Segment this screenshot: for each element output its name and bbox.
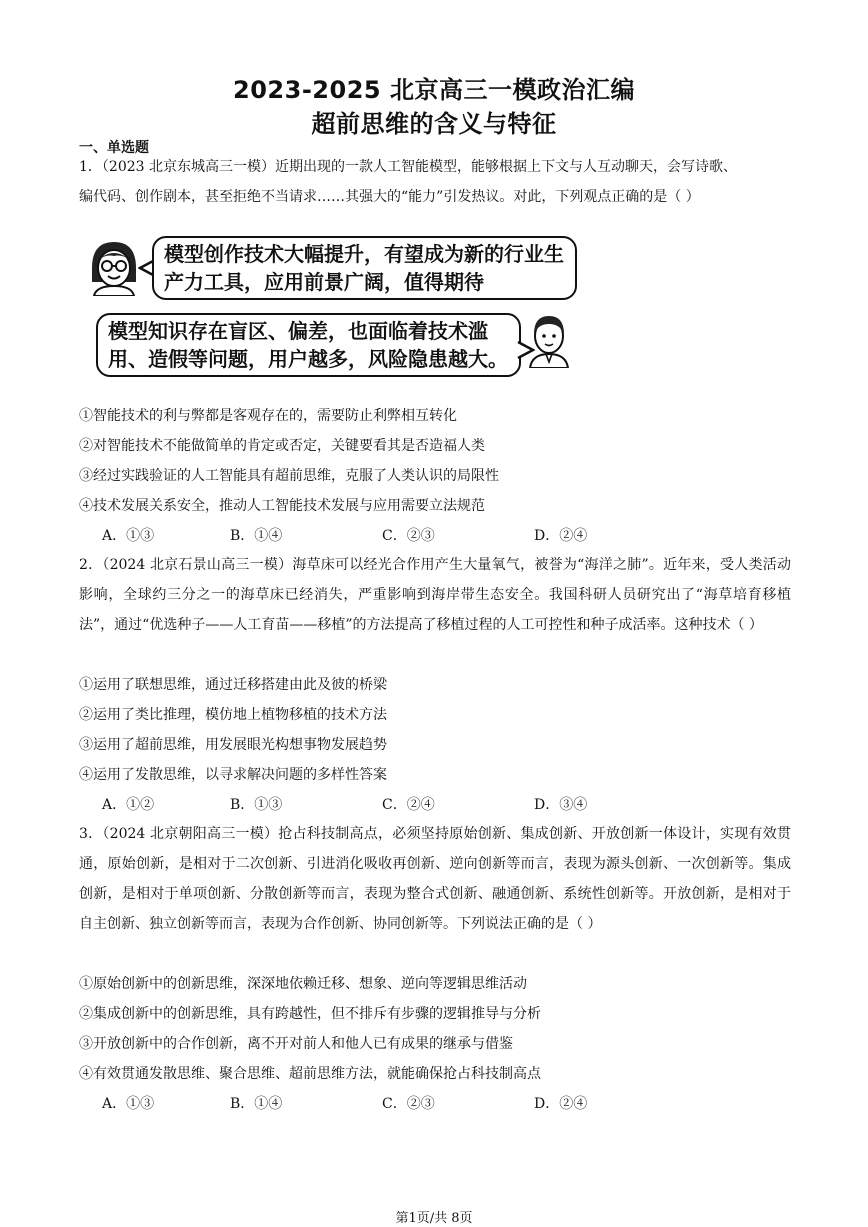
q3-statement-3: ③开放创新中的合作创新，离不开对前人和他人已有成果的继承与借鉴 xyxy=(79,1036,513,1052)
man-avatar-icon xyxy=(526,312,572,368)
q2-option-d[interactable]: D．③④ xyxy=(534,797,588,813)
q3-statement-1: ①原始创新中的创新思维，深深地依赖迁移、想象、逆向等逻辑思维活动 xyxy=(79,976,527,992)
q1-statement-1: ①智能技术的利与弊都是客观存在的，需要防止利弊相互转化 xyxy=(79,408,457,424)
section-title: 一、单选题 xyxy=(79,140,149,156)
q3-option-c[interactable]: C．②③ xyxy=(382,1096,435,1112)
q1-statement-4: ④技术发展关系安全，推动人工智能技术发展与应用需要立法规范 xyxy=(79,498,485,514)
q2-statement-3: ③运用了超前思维，用发展眼光构想事物发展趋势 xyxy=(79,737,387,753)
q1-option-c[interactable]: C．②③ xyxy=(382,528,435,544)
speech-bubble-cautious: 模型知识存在盲区、偏差，也面临着技术滥用、造假等问题，用户越多，风险隐患越大。 xyxy=(96,313,521,377)
q3-stem: 3．（2024 北京朝阳高三一模）抢占科技制高点，必须坚持原始创新、集成创新、开放创新一体设计，实现有效贯通，原始创新，是相对于二次创新、引进消化吸收再创新、逆向创新等而言，表现为源头创新、一次创新等。集成创新，是相对于单项创新、分散创新等而言，表现为整合式创新、融通创新、系统性创新等。开放创新，是相对于自主创新、独立创新等而言，表现为合作创新、协同创新等。下列说法正确的是（ ） xyxy=(79,826,791,932)
q2-option-a[interactable]: A．①② xyxy=(102,797,155,813)
q3-option-a[interactable]: A．①③ xyxy=(102,1096,155,1112)
q1-option-a[interactable]: A．①③ xyxy=(102,528,155,544)
q1-option-d[interactable]: D．②④ xyxy=(534,528,588,544)
document-subtitle: 超前思维的含义与特征 xyxy=(311,110,557,138)
q1-stem-line2: 编代码、创作剧本，甚至拒绝不当请求……其强大的“能力”引发热议。对此，下列观点正确的是（ ） xyxy=(79,189,700,205)
document-title: 2023-2025 北京高三一模政治汇编 xyxy=(233,76,635,104)
page-number: 第1页/共 8页 xyxy=(395,1211,473,1226)
q2-option-c[interactable]: C．②④ xyxy=(382,797,435,813)
q1-statement-3: ③经过实践验证的人工智能具有超前思维，克服了人类认识的局限性 xyxy=(79,468,499,484)
woman-avatar-icon xyxy=(86,238,142,296)
q1-option-b[interactable]: B．①④ xyxy=(230,528,283,544)
q2-option-b[interactable]: B．①③ xyxy=(230,797,283,813)
speech-bubble-optimistic: 模型创作技术大幅提升，有望成为新的行业生产力工具，应用前景广阔，值得期待 xyxy=(152,236,577,300)
q3-option-d[interactable]: D．②④ xyxy=(534,1096,588,1112)
q2-statement-4: ④运用了发散思维，以寻求解决问题的多样性答案 xyxy=(79,767,387,783)
q2-stem: 2．（2024 北京石景山高三一模）海草床可以经光合作用产生大量氧气，被誉为“海洋之肺”。近年来，受人类活动影响，全球约三分之一的海草床已经消失，严重影响到海岸带生态安全。我国科研人员研究出了“海草培育移植法”，通过“优选种子——人工育苗——移植”的方法提高了移植过程的人工可控性和种子成活率。这种技术（ ） xyxy=(79,557,791,633)
q1-stem-line1: 1．（2023 北京东城高三一模）近期出现的一款人工智能模型，能够根据上下文与人互动聊天，会写诗歌、 xyxy=(79,159,737,175)
q1-statement-2: ②对智能技术不能做简单的肯定或否定，关键要看其是否造福人类 xyxy=(79,438,485,454)
q2-statement-1: ①运用了联想思维，通过迁移搭建由此及彼的桥梁 xyxy=(79,677,387,693)
q2-statement-2: ②运用了类比推理，模仿地上植物移植的技术方法 xyxy=(79,707,387,723)
q3-statement-4: ④有效贯通发散思维、聚合思维、超前思维方法，就能确保抢占科技制高点 xyxy=(79,1066,541,1082)
q3-option-b[interactable]: B．①④ xyxy=(230,1096,283,1112)
q3-statement-2: ②集成创新中的创新思维，具有跨越性，但不排斥有步骤的逻辑推导与分析 xyxy=(79,1006,541,1022)
